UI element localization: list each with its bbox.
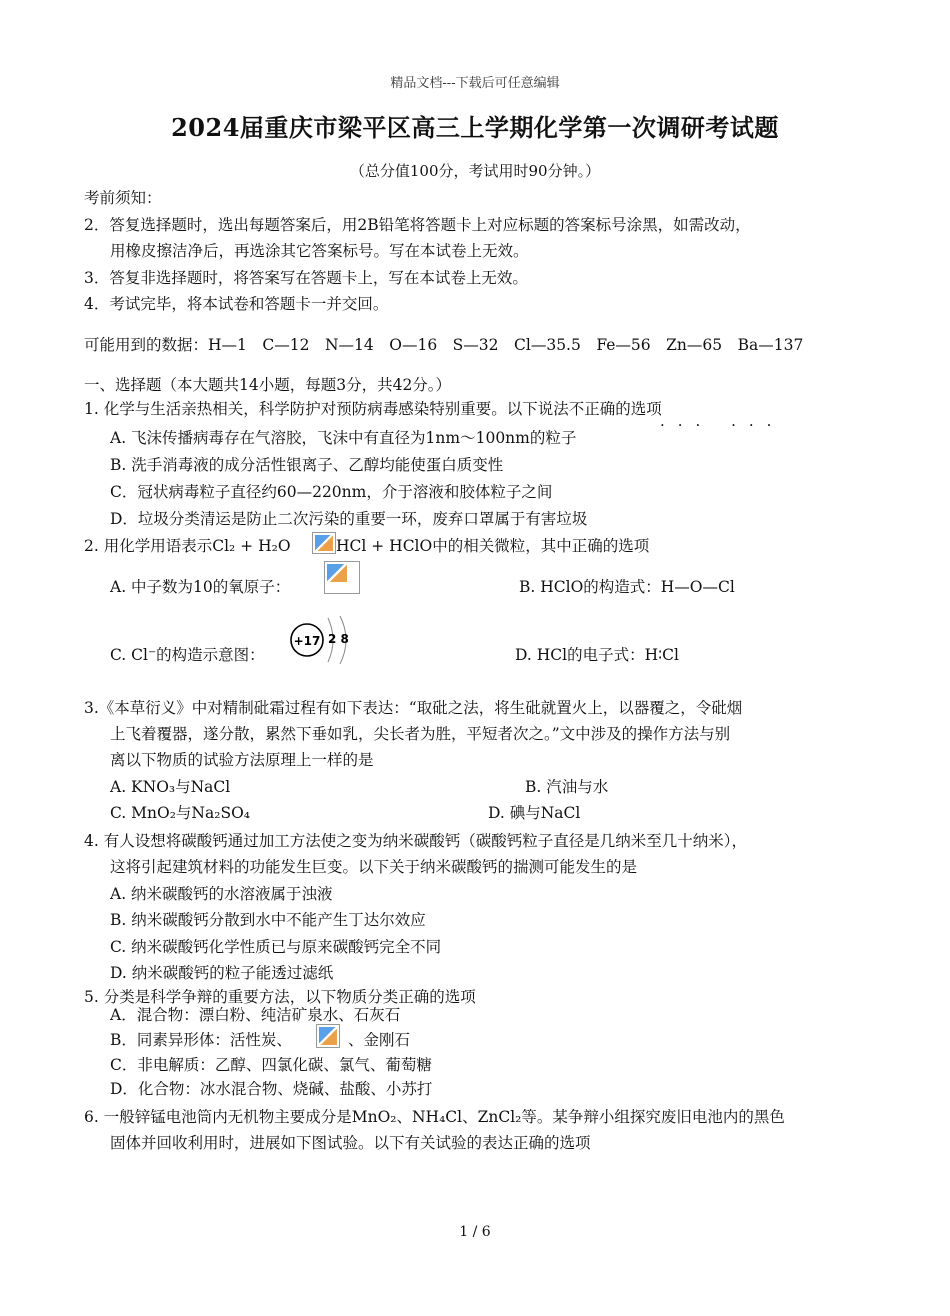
- question-4-option: B. 纳米碳酸钙分散到水中不能产生丁达尔效应: [110, 911, 426, 929]
- page-number: 1 / 6: [459, 1224, 491, 1240]
- question-3-option-c: C. MnO₂与Na₂SO₄: [110, 804, 250, 822]
- question-3-stem: 离以下物质的试验方法原理上一样的是: [110, 751, 374, 769]
- chloride-ion-structure-diagram: [288, 612, 360, 668]
- question-1-option: C．冠状病毒粒子直径约60—220nm，介于溶液和胶体粒子之间: [110, 483, 553, 501]
- question-5-stem: 5. 分类是科学争辩的重要方法，以下物质分类正确的选项: [84, 988, 476, 1006]
- oxygen-isotope-image-icon: [324, 561, 360, 594]
- equilibrium-arrow-image-icon: [312, 532, 336, 554]
- question-3-option-d: D. 碘与NaCl: [488, 804, 581, 822]
- question-4-stem: 4. 有人设想将碳酸钙通过加工方法使之变为纳米碳酸钙（碳酸钙粒子直径是几纳米至几十纳米），: [84, 832, 747, 850]
- emphasis-dots: ··· ···: [660, 416, 785, 434]
- notice-item: 3．答复非选择题时，将答案写在答题卡上，写在本试卷上无效。: [84, 269, 528, 287]
- question-3-stem: 3.《本草衍义》中对精制砒霜过程有如下表达：“取砒之法，将生砒就置火上，以器覆之，令砒烟: [84, 699, 743, 717]
- document-subtitle: （总分值100分，考试用时90分钟。）: [349, 162, 601, 180]
- question-4-option: D. 纳米碳酸钙的粒子能透过滤纸: [110, 964, 334, 982]
- question-2-stem-part2: HCl + HClO中的相关微粒，其中正确的选项: [336, 537, 650, 555]
- question-5-option-b-part1: B．同素异形体：活性炭、: [110, 1031, 292, 1049]
- document-header: 精品文档---下载后可任意编辑: [390, 76, 560, 91]
- carbon-allotrope-image-icon: [316, 1024, 340, 1048]
- question-1-stem: 1. 化学与生活亲热相关，科学防护对预防病毒感染特别重要。以下说法不正确的选项: [84, 400, 662, 418]
- question-2-stem-part1: 2. 用化学用语表示Cl₂ + H₂O: [84, 537, 291, 555]
- notice-heading: 考前须知：: [84, 189, 162, 207]
- electron-counts: 2 8: [328, 632, 349, 646]
- question-3-stem: 上飞着覆器，遂分散，累然下垂如乳，尖长者为胜，平短者次之。”文中涉及的操作方法与别: [110, 725, 731, 743]
- question-1-option: D．垃圾分类清运是防止二次污染的重要一环，废弃口罩属于有害垃圾: [110, 510, 588, 528]
- question-5-option-b-part2: 、金刚石: [348, 1031, 411, 1049]
- question-2-option-b: B. HClO的构造式：H—O—Cl: [519, 578, 735, 596]
- document-title: 2024届重庆市梁平区高三上学期化学第一次调研考试题: [171, 113, 779, 142]
- question-4-option: C. 纳米碳酸钙化学性质已与原来碳酸钙完全不同: [110, 938, 442, 956]
- question-2-stem: [84, 535, 291, 557]
- question-6-stem: 6. 一般锌锰电池筒内无机物主要成分是MnO₂、NH₄Cl、ZnCl₂等。某争辩小组探究废旧电池内的黑色: [84, 1108, 785, 1126]
- question-3-option-b: B. 汽油与水: [525, 778, 609, 796]
- question-3-option-a: A. KNO₃与NaCl: [110, 778, 231, 796]
- question-1-option: B. 洗手消毒液的成分活性银离子、乙醇均能使蛋白质变性: [110, 456, 504, 474]
- section-heading: 一、选择题（本大题共14小题，每题3分，共42分。）: [84, 376, 452, 394]
- question-4-stem: 这将引起建筑材料的功能发生巨变。以下关于纳米碳酸钙的揣测可能发生的是: [110, 858, 638, 876]
- notice-item: 2．答复选择题时，选出每题答案后，用2B铅笔将答题卡上对应标题的答案标号涂黑，如需改动，: [84, 216, 751, 234]
- notice-item: 4．考试完毕，将本试卷和答题卡一并交回。: [84, 295, 389, 313]
- question-2-option-c: C. Cl⁻的构造示意图：: [110, 646, 265, 664]
- notice-item: 用橡皮擦洁净后，再选涂其它答案标号。写在本试卷上无效。: [110, 242, 529, 260]
- atomic-mass-data: 可能用到的数据：H—1 C—12 N—14 O—16 S—32 Cl—35.5 Fe—56 Zn—65 Ba—137: [84, 336, 804, 354]
- question-1-option: A. 飞沫传播病毒存在气溶胶，飞沫中有直径为1nm～100nm的粒子: [110, 429, 577, 447]
- question-5-option-d: D．化合物：冰水混合物、烧碱、盐酸、小苏打: [110, 1080, 433, 1098]
- question-5-option-a: A．混合物：漂白粉、纯洁矿泉水、石灰石: [110, 1006, 401, 1024]
- question-4-option: A. 纳米碳酸钙的水溶液属于浊液: [110, 885, 333, 903]
- nucleus-charge: +17: [293, 634, 321, 648]
- question-2-option-a: A. 中子数为10的氧原子：: [110, 578, 291, 596]
- question-2-option-d: D. HCl的电子式：H∶Cl: [515, 646, 679, 664]
- question-5-option-c: C．非电解质：乙醇、四氯化碳、氯气、葡萄糖: [110, 1056, 432, 1074]
- question-6-stem: 固体并回收利用时，进展如下图试验。以下有关试验的表达正确的选项: [110, 1134, 591, 1152]
